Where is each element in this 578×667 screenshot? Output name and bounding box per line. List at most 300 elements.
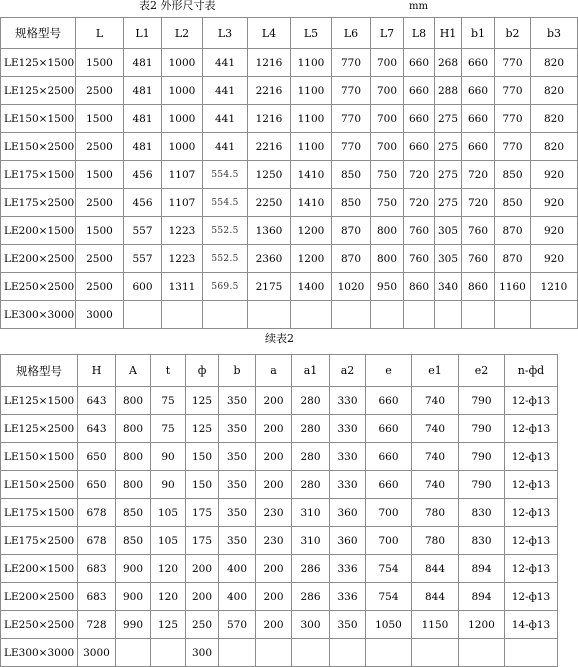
table-row <box>1 245 578 273</box>
value-cell: 310 <box>292 527 330 555</box>
value-cell <box>330 639 366 667</box>
value-cell: 1200 <box>291 217 332 245</box>
column-header: L4 <box>248 18 291 49</box>
value-cell <box>116 639 151 667</box>
value-cell: 481 <box>124 49 162 77</box>
value-cell: 150 <box>186 443 219 471</box>
value-cell: 569.5 <box>203 273 248 301</box>
value-cell: 330 <box>330 471 366 499</box>
value-cell: 305 <box>435 217 462 245</box>
value-cell: 330 <box>330 443 366 471</box>
column-header: e2 <box>459 355 505 387</box>
value-cell: 790 <box>459 471 505 499</box>
value-cell: 570 <box>219 611 256 639</box>
value-cell: 920 <box>531 161 578 189</box>
value-cell: 1000 <box>162 133 203 161</box>
value-cell: 1500 <box>76 217 124 245</box>
value-cell: 850 <box>116 527 151 555</box>
table1-caption <box>0 0 559 16</box>
value-cell: 740 <box>412 443 459 471</box>
value-cell: 643 <box>78 415 116 443</box>
value-cell: 770 <box>495 77 531 105</box>
value-cell: 200 <box>256 583 292 611</box>
value-cell: 740 <box>412 387 459 415</box>
value-cell: 268 <box>435 49 462 77</box>
value-cell: 1150 <box>412 611 459 639</box>
value-cell: 1216 <box>248 105 291 133</box>
value-cell: 12-ф13 <box>505 471 558 499</box>
value-cell: 750 <box>371 161 404 189</box>
value-cell: 350 <box>330 611 366 639</box>
value-cell: 760 <box>462 245 495 273</box>
value-cell: 820 <box>531 49 578 77</box>
value-cell: 660 <box>462 49 495 77</box>
value-cell: 2500 <box>76 273 124 301</box>
column-header: L1 <box>124 18 162 49</box>
value-cell: 400 <box>219 583 256 611</box>
table-row <box>1 161 578 189</box>
table-row <box>1 133 578 161</box>
value-cell <box>219 639 256 667</box>
value-cell <box>462 301 495 329</box>
column-header: L7 <box>371 18 404 49</box>
value-cell: 1500 <box>76 161 124 189</box>
value-cell: 350 <box>219 443 256 471</box>
model-cell: LE200×2500 <box>1 583 78 611</box>
value-cell: 441 <box>203 77 248 105</box>
value-cell: 2500 <box>76 133 124 161</box>
value-cell: 920 <box>531 189 578 217</box>
value-cell: 650 <box>78 443 116 471</box>
column-header: 规格型号 <box>1 355 78 387</box>
dimension-table <box>0 17 578 329</box>
value-cell: 660 <box>404 105 435 133</box>
value-cell: 820 <box>531 133 578 161</box>
value-cell: 310 <box>292 499 330 527</box>
column-header: a2 <box>330 355 366 387</box>
table-row <box>1 639 558 667</box>
model-cell: LE175×1500 <box>1 499 78 527</box>
value-cell: 1400 <box>291 273 332 301</box>
value-cell: 305 <box>435 245 462 273</box>
value-cell: 600 <box>124 273 162 301</box>
value-cell: 441 <box>203 105 248 133</box>
value-cell: 286 <box>292 583 330 611</box>
value-cell: 275 <box>435 189 462 217</box>
value-cell: 660 <box>404 77 435 105</box>
value-cell: 552.5 <box>203 217 248 245</box>
value-cell: 288 <box>435 77 462 105</box>
value-cell: 150 <box>186 471 219 499</box>
value-cell: 1500 <box>76 49 124 77</box>
value-cell: 1223 <box>162 245 203 273</box>
value-cell: 678 <box>78 527 116 555</box>
value-cell: 1107 <box>162 161 203 189</box>
value-cell: 12-ф13 <box>505 583 558 611</box>
value-cell: 275 <box>435 133 462 161</box>
column-header: L <box>76 18 124 49</box>
column-header: ф <box>186 355 219 387</box>
value-cell: 125 <box>151 611 186 639</box>
value-cell: 894 <box>459 583 505 611</box>
table-row <box>1 189 578 217</box>
value-cell: 12-ф13 <box>505 387 558 415</box>
value-cell: 280 <box>292 387 330 415</box>
value-cell: 780 <box>412 527 459 555</box>
value-cell: 456 <box>124 189 162 217</box>
value-cell: 125 <box>186 415 219 443</box>
value-cell: 990 <box>116 611 151 639</box>
column-header: L8 <box>404 18 435 49</box>
value-cell: 286 <box>292 555 330 583</box>
value-cell: 125 <box>186 387 219 415</box>
table-row <box>1 499 558 527</box>
column-header: b <box>219 355 256 387</box>
value-cell: 200 <box>256 555 292 583</box>
model-cell: LE125×2500 <box>1 415 78 443</box>
model-cell: LE125×1500 <box>1 387 78 415</box>
value-cell: 360 <box>330 527 366 555</box>
value-cell: 728 <box>78 611 116 639</box>
value-cell: 700 <box>366 527 412 555</box>
value-cell: 12-ф13 <box>505 527 558 555</box>
model-cell: LE125×2500 <box>1 77 76 105</box>
value-cell <box>505 639 558 667</box>
table-row <box>1 301 578 329</box>
value-cell: 894 <box>459 555 505 583</box>
value-cell: 1100 <box>291 133 332 161</box>
value-cell: 720 <box>462 189 495 217</box>
value-cell: 770 <box>332 133 371 161</box>
value-cell: 770 <box>495 133 531 161</box>
value-cell: 456 <box>124 161 162 189</box>
value-cell: 650 <box>78 471 116 499</box>
value-cell: 850 <box>495 189 531 217</box>
value-cell: 860 <box>462 273 495 301</box>
model-cell: LE150×2500 <box>1 471 78 499</box>
value-cell: 175 <box>186 527 219 555</box>
value-cell: 660 <box>404 49 435 77</box>
table1-title: 表2 外形尺寸表 <box>139 0 216 12</box>
value-cell: 200 <box>256 415 292 443</box>
value-cell: 200 <box>256 611 292 639</box>
value-cell: 90 <box>151 471 186 499</box>
value-cell: 720 <box>462 161 495 189</box>
value-cell: 844 <box>412 583 459 611</box>
model-cell: LE175×2500 <box>1 527 78 555</box>
value-cell <box>371 301 404 329</box>
header-row <box>1 355 558 387</box>
value-cell: 1223 <box>162 217 203 245</box>
value-cell: 1250 <box>248 161 291 189</box>
value-cell: 678 <box>78 499 116 527</box>
value-cell <box>248 301 291 329</box>
value-cell: 860 <box>404 273 435 301</box>
value-cell: 481 <box>124 133 162 161</box>
value-cell: 1107 <box>162 189 203 217</box>
value-cell: 2500 <box>76 245 124 273</box>
value-cell: 200 <box>186 583 219 611</box>
value-cell <box>495 301 531 329</box>
table2-title: 续表2 <box>265 332 294 345</box>
value-cell <box>435 301 462 329</box>
value-cell: 2500 <box>76 77 124 105</box>
value-cell: 850 <box>332 161 371 189</box>
value-cell: 790 <box>459 443 505 471</box>
model-cell: LE200×1500 <box>1 217 76 245</box>
model-cell: LE125×1500 <box>1 49 76 77</box>
value-cell <box>531 301 578 329</box>
column-header: L6 <box>332 18 371 49</box>
value-cell: 800 <box>116 387 151 415</box>
value-cell: 1410 <box>291 161 332 189</box>
value-cell: 2216 <box>248 77 291 105</box>
value-cell: 200 <box>256 387 292 415</box>
model-cell: LE200×1500 <box>1 555 78 583</box>
value-cell: 660 <box>404 133 435 161</box>
value-cell: 683 <box>78 583 116 611</box>
value-cell: 350 <box>219 499 256 527</box>
value-cell: 1500 <box>76 105 124 133</box>
column-header: e <box>366 355 412 387</box>
value-cell: 350 <box>219 471 256 499</box>
value-cell: 2175 <box>248 273 291 301</box>
value-cell: 2500 <box>76 189 124 217</box>
column-header: L2 <box>162 18 203 49</box>
value-cell: 780 <box>412 499 459 527</box>
column-header: L5 <box>291 18 332 49</box>
value-cell: 683 <box>78 555 116 583</box>
column-header: A <box>116 355 151 387</box>
model-cell: LE250×2500 <box>1 611 78 639</box>
value-cell: 1000 <box>162 49 203 77</box>
table-row <box>1 273 578 301</box>
value-cell <box>332 301 371 329</box>
value-cell: 2250 <box>248 189 291 217</box>
value-cell: 754 <box>366 555 412 583</box>
value-cell: 330 <box>330 415 366 443</box>
value-cell: 12-ф13 <box>505 415 558 443</box>
value-cell: 441 <box>203 49 248 77</box>
value-cell: 300 <box>292 611 330 639</box>
value-cell: 700 <box>371 133 404 161</box>
value-cell: 105 <box>151 499 186 527</box>
value-cell <box>291 301 332 329</box>
value-cell: 740 <box>412 471 459 499</box>
table-row <box>1 415 558 443</box>
value-cell: 800 <box>116 471 151 499</box>
value-cell: 1200 <box>291 245 332 273</box>
value-cell: 870 <box>332 245 371 273</box>
value-cell: 900 <box>116 583 151 611</box>
value-cell: 760 <box>462 217 495 245</box>
model-cell: LE175×2500 <box>1 189 76 217</box>
value-cell: 660 <box>366 387 412 415</box>
value-cell: 770 <box>495 105 531 133</box>
value-cell <box>256 639 292 667</box>
column-header: t <box>151 355 186 387</box>
value-cell: 660 <box>462 133 495 161</box>
column-header: L3 <box>203 18 248 49</box>
value-cell: 830 <box>459 499 505 527</box>
table-row <box>1 471 558 499</box>
value-cell: 3000 <box>76 301 124 329</box>
value-cell: 920 <box>531 245 578 273</box>
column-header: 规格型号 <box>1 18 76 49</box>
value-cell <box>203 301 248 329</box>
table-row <box>1 49 578 77</box>
column-header: b3 <box>531 18 578 49</box>
column-header: a1 <box>292 355 330 387</box>
value-cell: 660 <box>462 105 495 133</box>
value-cell: 12-ф13 <box>505 499 558 527</box>
value-cell: 554.5 <box>203 161 248 189</box>
value-cell: 336 <box>330 555 366 583</box>
value-cell <box>404 301 435 329</box>
value-cell: 850 <box>495 161 531 189</box>
value-cell: 120 <box>151 555 186 583</box>
value-cell: 870 <box>495 217 531 245</box>
value-cell: 1100 <box>291 77 332 105</box>
value-cell: 800 <box>116 415 151 443</box>
value-cell: 830 <box>459 527 505 555</box>
value-cell <box>412 639 459 667</box>
value-cell: 12-ф13 <box>505 555 558 583</box>
value-cell: 760 <box>404 217 435 245</box>
value-cell: 200 <box>256 443 292 471</box>
value-cell: 12-ф13 <box>505 443 558 471</box>
value-cell: 1200 <box>459 611 505 639</box>
value-cell: 336 <box>330 583 366 611</box>
table-row <box>1 611 558 639</box>
table1-unit: mm <box>409 1 428 12</box>
value-cell: 1216 <box>248 49 291 77</box>
value-cell <box>292 639 330 667</box>
value-cell: 481 <box>124 77 162 105</box>
value-cell <box>151 639 186 667</box>
value-cell: 920 <box>531 217 578 245</box>
value-cell: 1100 <box>291 49 332 77</box>
value-cell: 441 <box>203 133 248 161</box>
value-cell: 870 <box>495 245 531 273</box>
value-cell: 1020 <box>332 273 371 301</box>
value-cell: 643 <box>78 387 116 415</box>
table-row <box>1 583 558 611</box>
value-cell: 770 <box>332 105 371 133</box>
value-cell: 200 <box>186 555 219 583</box>
value-cell: 105 <box>151 527 186 555</box>
value-cell: 230 <box>256 527 292 555</box>
continued-dimension-table <box>0 354 558 667</box>
value-cell: 700 <box>371 49 404 77</box>
value-cell: 700 <box>371 77 404 105</box>
value-cell: 820 <box>531 105 578 133</box>
value-cell: 1311 <box>162 273 203 301</box>
value-cell: 790 <box>459 387 505 415</box>
value-cell <box>162 301 203 329</box>
value-cell: 950 <box>371 273 404 301</box>
column-header: b2 <box>495 18 531 49</box>
value-cell: 200 <box>256 471 292 499</box>
model-cell: LE150×1500 <box>1 105 76 133</box>
model-cell: LE150×2500 <box>1 133 76 161</box>
value-cell: 280 <box>292 443 330 471</box>
value-cell: 800 <box>371 217 404 245</box>
column-header: e1 <box>412 355 459 387</box>
value-cell: 250 <box>186 611 219 639</box>
value-cell: 280 <box>292 415 330 443</box>
value-cell: 700 <box>366 499 412 527</box>
value-cell: 770 <box>332 49 371 77</box>
value-cell: 330 <box>330 387 366 415</box>
value-cell: 800 <box>371 245 404 273</box>
value-cell: 275 <box>435 161 462 189</box>
column-header: H <box>78 355 116 387</box>
value-cell: 720 <box>404 161 435 189</box>
column-header: H1 <box>435 18 462 49</box>
value-cell <box>124 301 162 329</box>
value-cell: 554.5 <box>203 189 248 217</box>
value-cell: 790 <box>459 415 505 443</box>
value-cell: 350 <box>219 415 256 443</box>
value-cell: 350 <box>219 527 256 555</box>
value-cell: 1160 <box>495 273 531 301</box>
value-cell: 760 <box>404 245 435 273</box>
value-cell: 557 <box>124 217 162 245</box>
column-header: a <box>256 355 292 387</box>
value-cell: 1360 <box>248 217 291 245</box>
value-cell: 720 <box>404 189 435 217</box>
value-cell: 90 <box>151 443 186 471</box>
value-cell: 2360 <box>248 245 291 273</box>
value-cell: 2216 <box>248 133 291 161</box>
value-cell: 870 <box>332 217 371 245</box>
value-cell <box>366 639 412 667</box>
model-cell: LE250×2500 <box>1 273 76 301</box>
value-cell: 660 <box>462 77 495 105</box>
value-cell: 3000 <box>78 639 116 667</box>
value-cell: 360 <box>330 499 366 527</box>
model-cell: LE175×1500 <box>1 161 76 189</box>
value-cell: 754 <box>366 583 412 611</box>
value-cell: 820 <box>531 77 578 105</box>
value-cell: 1000 <box>162 77 203 105</box>
value-cell: 1410 <box>291 189 332 217</box>
value-cell: 400 <box>219 555 256 583</box>
table-row <box>1 105 578 133</box>
value-cell: 900 <box>116 555 151 583</box>
value-cell: 280 <box>292 471 330 499</box>
value-cell: 740 <box>412 415 459 443</box>
value-cell: 275 <box>435 105 462 133</box>
value-cell: 300 <box>186 639 219 667</box>
table-row <box>1 527 558 555</box>
table-row <box>1 217 578 245</box>
model-cell: LE200×2500 <box>1 245 76 273</box>
value-cell: 850 <box>332 189 371 217</box>
value-cell: 1000 <box>162 105 203 133</box>
value-cell <box>459 639 505 667</box>
header-row <box>1 18 578 49</box>
value-cell: 1100 <box>291 105 332 133</box>
table-row <box>1 443 558 471</box>
value-cell: 700 <box>371 105 404 133</box>
table-row <box>1 555 558 583</box>
model-cell: LE300×3000 <box>1 301 76 329</box>
value-cell: 770 <box>495 49 531 77</box>
value-cell: 660 <box>366 415 412 443</box>
value-cell: 350 <box>219 387 256 415</box>
